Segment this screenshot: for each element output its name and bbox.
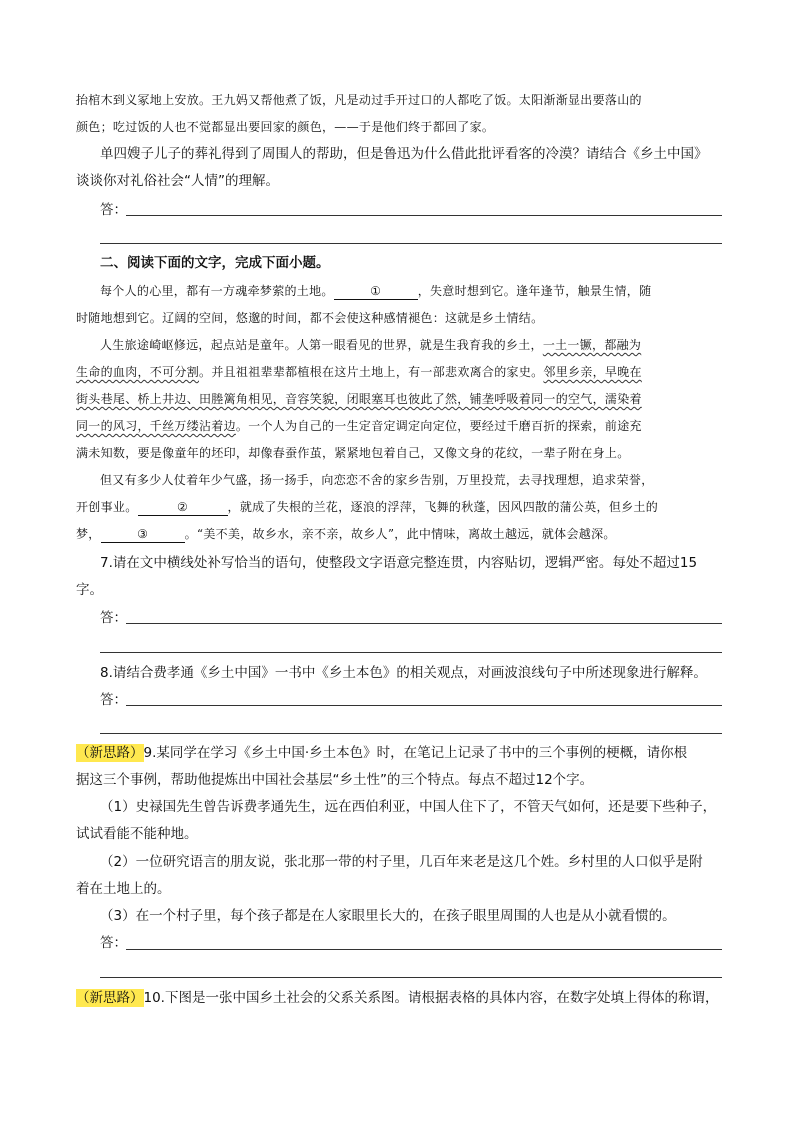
passage-paragraph-1-line-2: 时随地想到它。辽阔的空间，悠邈的时间，都不会使这种感情褪色：这就是乡土情结。 [76,311,544,325]
passage-paragraph-2-line-3 [76,388,642,410]
example-2-line-2: 着在土地上的。 [76,881,171,897]
answer-label: 答： [100,202,127,218]
passage-paragraph-3-line-3 [76,523,616,545]
question-7-line-1: 7.请在文中横线处补写恰当的语句，使整段文字语意完整连贯，内容贴切，逻辑严密。每处不超过15 [100,555,698,571]
passage-continuation-line-1: 抬棺木到义冢地上安放。王九妈又帮他煮了饭，凡是动过手开过口的人都吃了饭。太阳渐渐显出要落山的 [76,93,642,107]
answer-line[interactable] [100,733,722,734]
wavy-underlined-sentence: 生命的血肉，不可分割 [76,365,200,379]
question-intro-line-2: 谈谈你对礼俗社会“人情”的理解。 [76,173,279,189]
passage-paragraph-2-line-5: 满未知数，要是像童年的坯印，却像春蚕作茧，紧紧地包着自己，又像文身的花纹，一辈子附在身上。 [76,446,630,460]
question-8-line-1: 8.请结合费孝通《乡土中国》一书中《乡土本色》的相关观点，对画波浪线句子中所述现象进行解释。 [100,665,707,681]
fill-blank-3[interactable]: ③ [101,526,185,543]
example-3: （3）在一个村子里，每个孩子都是在人家眼里长大的，在孩子眼里周围的人也是从小就看惯的。 [100,908,676,924]
section-heading: 二、阅读下面的文字，完成下面小题。 [100,255,330,271]
new-idea-tag: （新思路） [76,745,144,761]
wavy-underlined-sentence: 同一的风习，千丝万缕沾着边 [76,419,236,433]
passage-continuation-line-2: 颜色；吃过饭的人也不觉都显出要回家的颜色，——于是他们终于都回了家。 [76,120,495,134]
answer-line[interactable] [126,705,722,706]
passage-text: ，就成了失根的兰花，逐浪的浮萍，飞舞的秋蓬，因风四散的蒲公英，但乡土的 [227,500,659,514]
passage-paragraph-2-line-4 [76,415,642,437]
passage-paragraph-3-line-1: 但又有多少人仗着年少气盛，扬一扬手，向恋恋不舍的家乡告别，万里投荒，去寻找理想，追求荣誉， [100,473,654,487]
passage-text: 开创事业。 [76,500,138,514]
answer-line[interactable] [126,215,722,216]
passage-text: 人生旅途崎岖修远，起点站是童年。人第一眼看见的世界，就是生我育我的乡土， [100,338,543,352]
passage-text: 。一个人为自己的一生定音定调定向定位，要经过千磨百折的探索，前途充 [235,419,642,433]
question-9-line-1 [76,742,687,764]
answer-label: 答： [100,692,127,708]
passage-text: 。并且祖祖辈辈都植根在这片土地上，有一部悲欢离合的家史。 [199,365,544,379]
passage-text: 梦， [76,527,101,541]
new-idea-tag: （新思路） [76,990,144,1006]
example-2-line-1: （2）一位研究语言的朋友说，张北那一带的村子里，几百年来老是这几个姓。乡村里的人口似乎是附 [100,854,703,870]
answer-line[interactable] [100,652,722,653]
wavy-underlined-sentence: 街头巷尾、桥上井边、田塍篱角相见，音容笑貌，闭眼塞耳也彼此了然，铺垄呼吸着同一的空气，濡染着 [76,392,642,406]
answer-label: 答： [100,935,127,951]
question-10-line-1 [76,987,718,1009]
answer-line[interactable] [126,623,722,624]
answer-label: 答： [100,610,127,626]
passage-paragraph-1-line-1 [100,280,651,302]
fill-blank-1[interactable]: ① [334,283,418,300]
example-1-line-1: （1）史禄国先生曾告诉费孝通先生，远在西伯利亚，中国人住下了，不管天气如何，还是要下些种子， [100,799,717,815]
question-text: 10.下图是一张中国乡土社会的父系关系图。请根据表格的具体内容，在数字处填上得体的称谓， [143,990,719,1006]
answer-line[interactable] [100,243,722,244]
answer-line[interactable] [100,977,722,978]
question-text: 9.某同学在学习《乡土中国·乡土本色》时，在笔记上记录了书中的三个事例的梗概，请你根 [143,745,688,761]
fill-blank-2[interactable]: ② [138,499,228,516]
passage-text: ，失意时想到它。逢年逢节，触景生情，随 [417,284,652,298]
passage-paragraph-2-line-2 [76,361,642,383]
question-intro-line-1: 单四嫂子儿子的葬礼得到了周围人的帮助，但是鲁迅为什么借此批评看客的冷漠？请结合《乡土中国》 [100,146,708,162]
passage-text: 每个人的心里，都有一方魂牵梦萦的土地。 [100,284,334,298]
answer-line[interactable] [126,949,722,950]
question-7-line-2: 字。 [76,582,103,598]
passage-paragraph-2-line-1 [100,334,641,356]
passage-text: 。“美不美，故乡水，亲不亲，故乡人”，此中情味，离故土越远，就体会越深。 [184,527,616,541]
wavy-underlined-sentence: 一土一镢，都融为 [542,338,642,352]
question-9-line-2: 据这三个事例，帮助他提炼出中国社会基层“乡土性”的三个特点。每点不超过12个字。 [76,772,594,788]
example-1-line-2: 试试看能不能种地。 [76,826,198,842]
passage-paragraph-3-line-2 [76,496,658,518]
wavy-underlined-sentence: 邻里乡亲，早晚在 [543,365,642,379]
